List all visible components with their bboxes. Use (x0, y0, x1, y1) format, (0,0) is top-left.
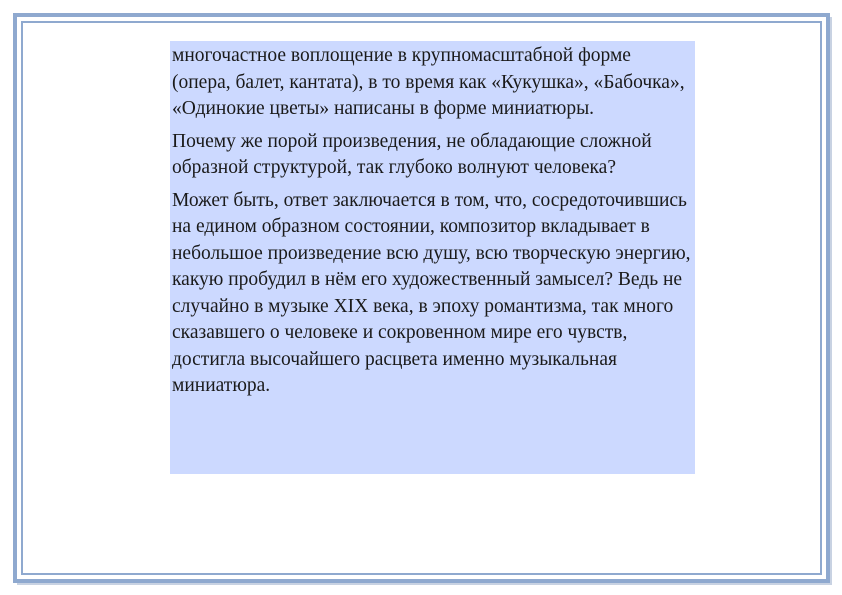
paragraph-3: Может быть, ответ заключается в том, что, сосредоточившись на едином образном состоянии, композитор вкладывает в небольшое произведение всю душу, всю творческую энергию, какую пробудил в нём его художественный замысел? Ведь не случайно в музыке XIX века, в эпоху романтизма, так много сказавшего о человеке и сокровенном мире его чувств, достигла высочайшего расцвета именно музыкальная миниатюра. (172, 189, 691, 396)
paragraph-2: Почему же порой произведения, не обладающие сложной образной структурой, так глубоко волнуют человека? (172, 130, 652, 178)
text-block (170, 41, 695, 474)
paragraph-1: многочастное воплощение в крупномасштабной форме (опера, балет, кантата), в то время как «Кукушка», «Бабочка», «Одинокие цветы» написаны в форме миниатюры. (172, 45, 685, 119)
